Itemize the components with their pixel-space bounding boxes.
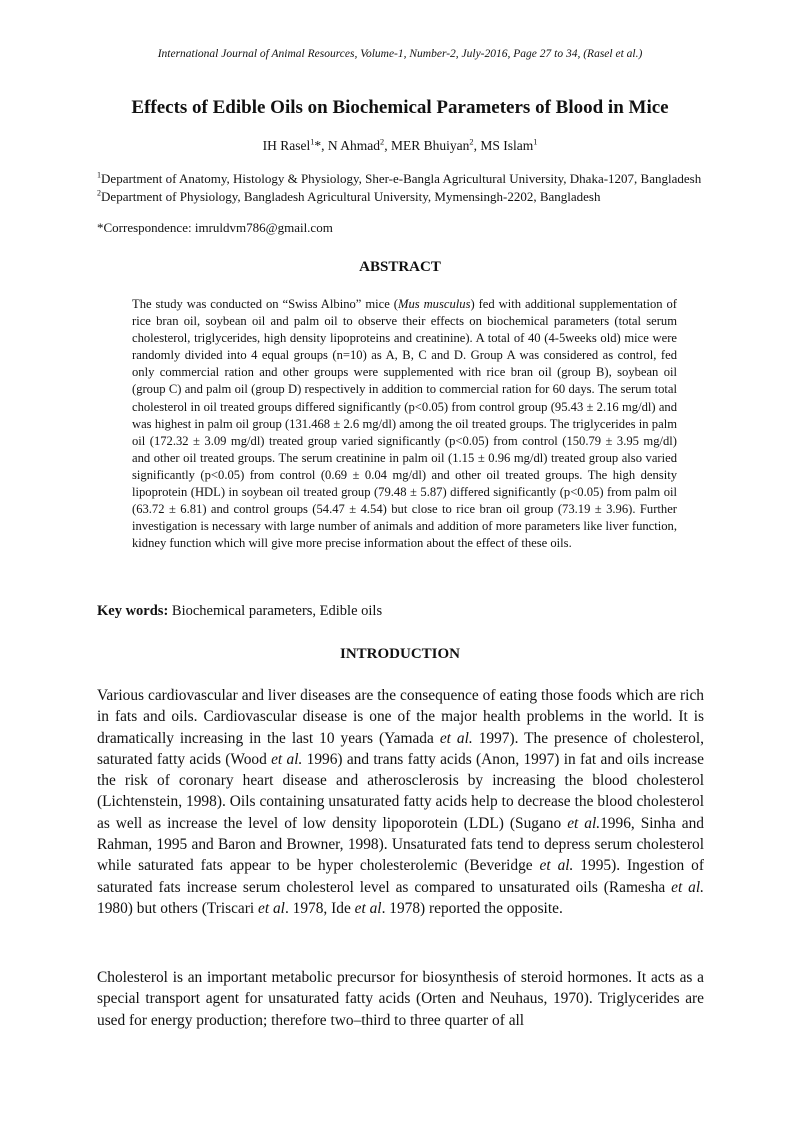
paper-title: Effects of Edible Oils on Biochemical Parameters of Blood in Mice bbox=[131, 97, 669, 118]
author: N Ahmad$^2$, bbox=[327, 137, 391, 153]
affiliation-1: $^1$Department of Anatomy, Histology & Physiology, Sher-e-Bangla Agricultural University, Dhaka-1207, Bangladesh bbox=[97, 170, 702, 186]
affiliation-2: $^2$Department of Physiology, Bangladesh Agricultural University, Mymensingh-2202, Bangladesh bbox=[97, 188, 601, 204]
abstract-body: The study was conducted on “Swiss Albino” mice (Mus musculus) fed with additional supplementation of rice bran oil, soybean oil and palm oil to observe their effects on biochemical parameters (total serum cholesterol, triglycerides, high density lipoproteins and creatinine). A total of 40 (4-5weeks old) mice were randomly divided into 4 equal groups (n=10) as A, B, C and D. Group A was considered as control, fed only commercial ration and other groups were supplemented with rice bran oil (group B), soybean oil (group C) and palm oil (group D) respectively in addition to commercial ration for 60 days. The serum total cholesterol in oil treated groups differed significantly (p<0.05) from control group (95.43 ± 2.16 mg/dl) and was highest in palm oil group (131.468 ± 2.6 mg/dl) among the oil treated groups. The triglycerides in palm oil (172.32 ± 3.09 mg/dl) treated group varied significantly (p<0.05) from control (150.79 ± 3.95 mg/dl) and other oil treated groups. The serum creatinine in palm oil (1.15 ± 0.96 mg/dl) treated group also varied significantly (p<0.05) from control (0.69 ± 0.04 mg/dl) and other oil treated groups. The high density lipoprotein (HDL) in soybean oil treated group (79.48 ± 5.87) differed significantly (p<0.05) from palm oil (63.72 ± 6.81) and control groups (54.47 ± 4.54) but close to rice bran oil group (73.19 ± 3.96). Further investigation is necessary with large number of animals and addition of more parameters like liver function, kidney function which will give more precise information about the effect of these oils. bbox=[132, 297, 677, 551]
correspondence: *Correspondence: imruldvm786@gmail.com bbox=[97, 220, 333, 235]
author: MER Bhuiyan$^2$, bbox=[390, 137, 481, 153]
keywords bbox=[97, 603, 382, 620]
abstract-heading: ABSTRACT bbox=[359, 259, 441, 275]
author: MS Islam$^1$ bbox=[480, 137, 538, 153]
running-head: International Journal of Animal Resources, Volume-1, Number-2, July-2016, Page 27 to 34, (Rasel et al.) bbox=[157, 48, 643, 60]
author-list bbox=[0, 138, 800, 154]
keywords-label: Key words: bbox=[97, 603, 169, 619]
keywords-text: Biochemical parameters, Edible oils bbox=[168, 603, 383, 619]
author: IH Rasel$^1$*, bbox=[262, 137, 328, 153]
intro-paragraph: Various cardiovascular and liver diseases are the consequence of eating those foods which are rich in fats and oils. Cardiovascular disease is one of the major health problems in the world. It is dramatically increasing in the last 10 years (Yamada et al. 1997). The presence of cholesterol, saturated fatty acids (Wood et al. 1996) and trans fatty acids (Anon, 1997) in fat and oils increase the risk of coronary heart disease and atherosclerosis by increasing the blood cholesterol (Lichtenstein, 1998). Oils containing unsaturated fatty acids help to decrease the blood cholesterol as well as increase the level of low density lipoporotein (LDL) (Sugano et al.1996, Sinha and Rahman, 1995 and Baron and Browner, 1998). Unsaturated fats tend to depress serum cholesterol while saturated fats appear to be hyper cholesterolemic (Beveridge et al. 1995). Ingestion of saturated fats increase serum cholesterol level as compared to unsaturated oils (Ramesha et al. 1980) but others (Triscari et al. 1978, Ide et al. 1978) reported the opposite. bbox=[97, 687, 704, 917]
introduction-heading: INTRODUCTION bbox=[339, 646, 460, 662]
intro-paragraph: Cholesterol is an important metabolic precursor for biosynthesis of steroid hormones. It acts as a special transport agent for unsaturated fatty acids (Orten and Neuhaus, 1970). Triglycerides are used for energy production; therefore two–third to three quarter of all bbox=[97, 969, 704, 1029]
